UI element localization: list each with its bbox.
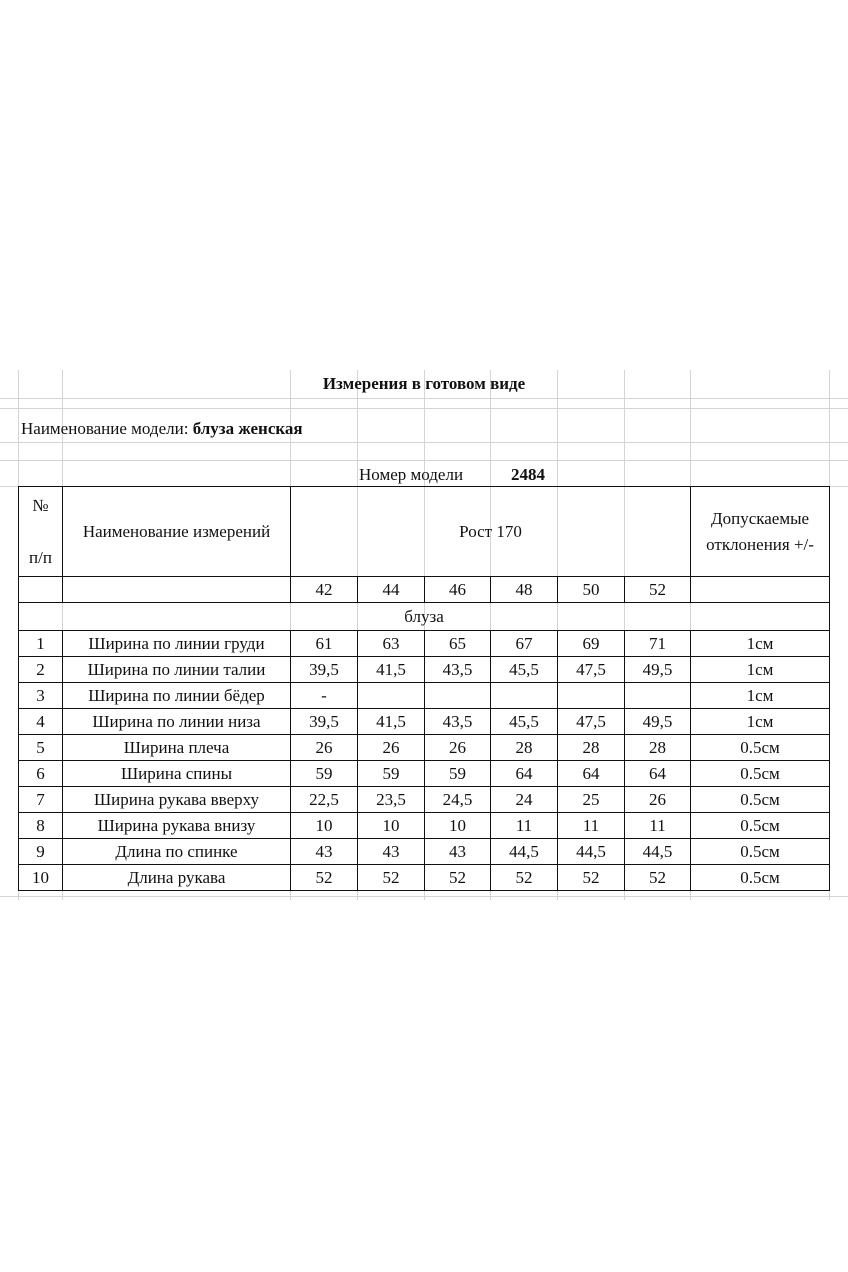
row-number: 2 (19, 657, 63, 683)
empty-cell (691, 577, 830, 603)
model-name (21, 419, 303, 439)
measurement-value: 64 (491, 761, 558, 787)
measurement-name: Ширина по линии груди (63, 631, 291, 657)
tolerance-value: 1см (691, 631, 830, 657)
tolerance-value: 0.5см (691, 865, 830, 891)
size-cell: 44 (358, 577, 425, 603)
measurement-value: 61 (291, 631, 358, 657)
measurement-value (425, 683, 491, 709)
measurement-name: Длина по спинке (63, 839, 291, 865)
table-row (19, 735, 830, 761)
measurement-value: 11 (558, 813, 625, 839)
table-row (19, 631, 830, 657)
measurement-value: 49,5 (625, 657, 691, 683)
measurement-name: Ширина рукава внизу (63, 813, 291, 839)
measurement-name: Ширина по линии талии (63, 657, 291, 683)
measurement-value: 64 (558, 761, 625, 787)
measurement-value: 26 (625, 787, 691, 813)
measurement-name: Длина рукава (63, 865, 291, 891)
empty-cell (63, 577, 291, 603)
height-header: Рост 170 (291, 487, 691, 577)
section-label: блуза (19, 603, 830, 631)
measurement-value: 11 (491, 813, 558, 839)
number-header-sub: п/п (29, 547, 52, 567)
measurement-value: 28 (558, 735, 625, 761)
measurement-value: 28 (625, 735, 691, 761)
measurement-value (358, 683, 425, 709)
measurement-value: 26 (291, 735, 358, 761)
section-row (19, 603, 830, 631)
measurement-value: 69 (558, 631, 625, 657)
measurement-name: Ширина плеча (63, 735, 291, 761)
model-name-value: блуза женская (192, 419, 303, 438)
measurement-value: 65 (425, 631, 491, 657)
size-cell: 42 (291, 577, 358, 603)
measurement-value: 41,5 (358, 657, 425, 683)
tolerance-value: 0.5см (691, 761, 830, 787)
measurement-value: 43 (358, 839, 425, 865)
measurements-table (18, 486, 830, 891)
measurement-value: 24 (491, 787, 558, 813)
measurement-value (558, 683, 625, 709)
measurement-name-header: Наименование измерений (63, 487, 291, 577)
tolerance-value: 0.5см (691, 735, 830, 761)
row-number: 9 (19, 839, 63, 865)
measurement-value: 52 (425, 865, 491, 891)
measurement-value: 41,5 (358, 709, 425, 735)
size-cell: 46 (425, 577, 491, 603)
measurement-value: 64 (625, 761, 691, 787)
measurement-value: 28 (491, 735, 558, 761)
tolerance-value: 0.5см (691, 787, 830, 813)
table-row (19, 813, 830, 839)
measurement-value: 67 (491, 631, 558, 657)
measurement-value: 11 (625, 813, 691, 839)
header-row (19, 487, 830, 577)
measurement-value: 23,5 (358, 787, 425, 813)
measurement-value: 52 (558, 865, 625, 891)
table-row (19, 761, 830, 787)
measurement-value: 10 (425, 813, 491, 839)
measurement-value: 43 (425, 839, 491, 865)
table-row (19, 683, 830, 709)
measurement-value: 44,5 (558, 839, 625, 865)
measurement-value: 71 (625, 631, 691, 657)
measurement-value: 59 (291, 761, 358, 787)
measurement-value: 52 (491, 865, 558, 891)
data-rows (19, 631, 830, 891)
measurement-name: Ширина спины (63, 761, 291, 787)
measurement-value: 47,5 (558, 709, 625, 735)
number-header (19, 487, 63, 577)
tolerance-header: Допускаемые отклонения +/- (691, 487, 830, 577)
measurement-value: 39,5 (291, 709, 358, 735)
measurement-value: 49,5 (625, 709, 691, 735)
measurement-value: 26 (358, 735, 425, 761)
measurement-value: 26 (425, 735, 491, 761)
tolerance-value: 1см (691, 709, 830, 735)
table-row (19, 787, 830, 813)
empty-cell (19, 577, 63, 603)
row-number: 6 (19, 761, 63, 787)
number-header-symbol: № (32, 495, 49, 515)
row-number: 10 (19, 865, 63, 891)
row-number: 1 (19, 631, 63, 657)
row-number: 8 (19, 813, 63, 839)
measurement-value: - (291, 683, 358, 709)
size-cell: 50 (558, 577, 625, 603)
tolerance-value: 1см (691, 657, 830, 683)
measurement-value: 39,5 (291, 657, 358, 683)
row-number: 4 (19, 709, 63, 735)
size-cell: 48 (491, 577, 558, 603)
row-number: 5 (19, 735, 63, 761)
measurement-value: 43,5 (425, 657, 491, 683)
measurement-value: 24,5 (425, 787, 491, 813)
measurement-value (625, 683, 691, 709)
measurement-value: 52 (291, 865, 358, 891)
sizes-row (19, 577, 830, 603)
measurement-value: 52 (625, 865, 691, 891)
tolerance-value: 1см (691, 683, 830, 709)
measurement-name: Ширина по линии бёдер (63, 683, 291, 709)
measurement-name: Ширина по линии низа (63, 709, 291, 735)
measurement-value: 59 (358, 761, 425, 787)
model-number-value: 2484 (511, 465, 545, 484)
measurement-value: 43 (291, 839, 358, 865)
measurement-value: 44,5 (491, 839, 558, 865)
measurement-value: 63 (358, 631, 425, 657)
table-row (19, 865, 830, 891)
table-row (19, 839, 830, 865)
measurement-value (491, 683, 558, 709)
tolerance-value: 0.5см (691, 839, 830, 865)
measurement-value: 59 (425, 761, 491, 787)
measurement-value: 22,5 (291, 787, 358, 813)
page-title: Измерения в готовом виде (322, 374, 526, 393)
table-row (19, 709, 830, 735)
measurement-value: 10 (291, 813, 358, 839)
measurement-value: 45,5 (491, 709, 558, 735)
model-name-label: Наименование модели: (21, 419, 189, 438)
size-cell: 52 (625, 577, 691, 603)
row-number: 7 (19, 787, 63, 813)
measurement-value: 10 (358, 813, 425, 839)
row-number: 3 (19, 683, 63, 709)
measurement-value: 47,5 (558, 657, 625, 683)
measurement-value: 25 (558, 787, 625, 813)
measurement-value: 52 (358, 865, 425, 891)
table-row (19, 657, 830, 683)
measurement-name: Ширина рукава вверху (63, 787, 291, 813)
tolerance-value: 0.5см (691, 813, 830, 839)
model-number-label: Номер модели (359, 465, 464, 484)
measurement-value: 44,5 (625, 839, 691, 865)
measurement-value: 43,5 (425, 709, 491, 735)
measurement-value: 45,5 (491, 657, 558, 683)
